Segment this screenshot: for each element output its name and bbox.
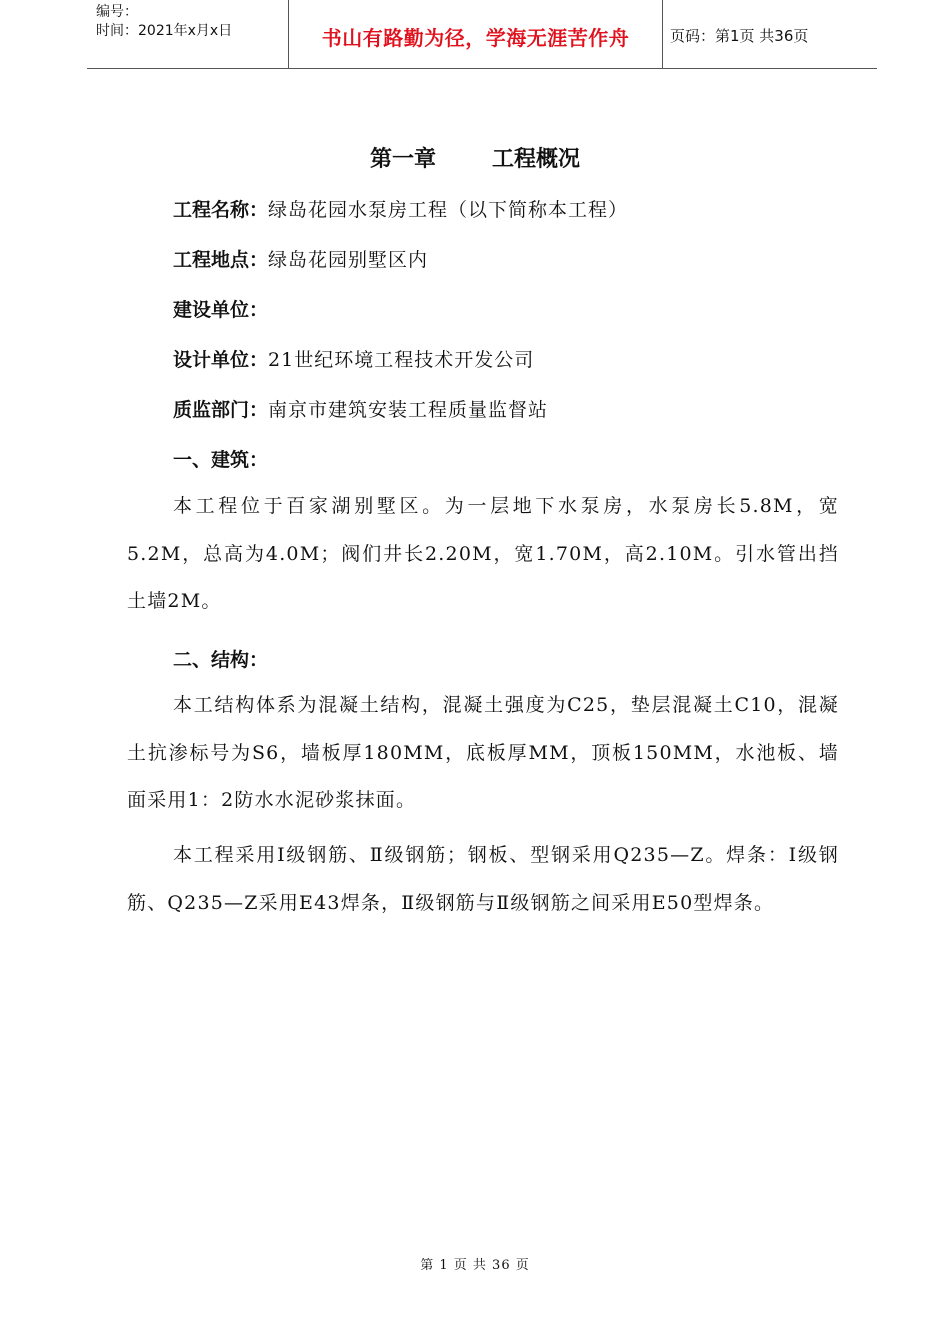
field-project-name: [173, 195, 628, 222]
field-design-unit: [173, 345, 534, 372]
field-value: 南京市建筑安装工程质量监督站: [268, 399, 549, 421]
field-label: 工程地点：: [173, 249, 269, 271]
field-label: 工程名称：: [173, 199, 269, 221]
paragraph-structure-2: 本工程采用Ⅰ级钢筋、Ⅱ级钢筋；钢板、型钢采用Q235—Z。焊条：Ⅰ级钢筋、Q235—Z采用E43焊条，Ⅱ级钢筋与Ⅱ级钢筋之间采用E50型焊条。: [127, 844, 839, 914]
field-quality-department: [173, 395, 548, 422]
page-number-label: 页码：第1页 共36页: [670, 27, 809, 45]
field-label: 设计单位：: [173, 349, 269, 371]
number-label: 编号：: [96, 4, 138, 20]
chapter-title: 工程概况: [492, 147, 581, 172]
field-value: 21世纪环境工程技术开发公司: [268, 349, 535, 371]
header-meta-cell: [87, 0, 287, 68]
paragraph-structure-1: 本工结构体系为混凝土结构，混凝土强度为C25，垫层混凝土C10，混凝土抗渗标号为S6，墙板厚180MM，底板厚MM，顶板150MM，水池板、墙面采用1：2防水水泥砂浆抹面。: [127, 694, 839, 811]
field-value: 绿岛花园别墅区内: [268, 249, 429, 271]
section-heading-architecture: 一、建筑：: [173, 449, 269, 471]
page-header: [87, 0, 877, 69]
motto-text: 书山有路勤为径，学海无涯苦作舟: [321, 26, 630, 50]
header-motto-cell: [288, 0, 663, 68]
field-project-location: [173, 245, 428, 272]
field-label: 建设单位：: [173, 299, 269, 321]
field-value: 绿岛花园水泵房工程（以下简称本工程）: [268, 199, 629, 221]
field-construction-unit: [173, 295, 268, 322]
page-footer: 第 1 页 共 36 页: [420, 1258, 530, 1273]
time-label: 时间：2021年x月x日: [96, 23, 233, 39]
section-heading-structure: 二、结构：: [173, 649, 269, 671]
paragraph-architecture: 本工程位于百家湖别墅区。为一层地下水泵房，水泵房长5.8M，宽5.2M，总高为4.0M；阀们井长2.20M，宽1.70M，高2.10M。引水管出挡土墙2M。: [127, 495, 839, 612]
header-page-cell: [662, 0, 877, 68]
chapter-number: 第一章: [369, 147, 436, 172]
field-label: 质监部门：: [173, 399, 269, 421]
chapter-heading: [0, 142, 950, 173]
